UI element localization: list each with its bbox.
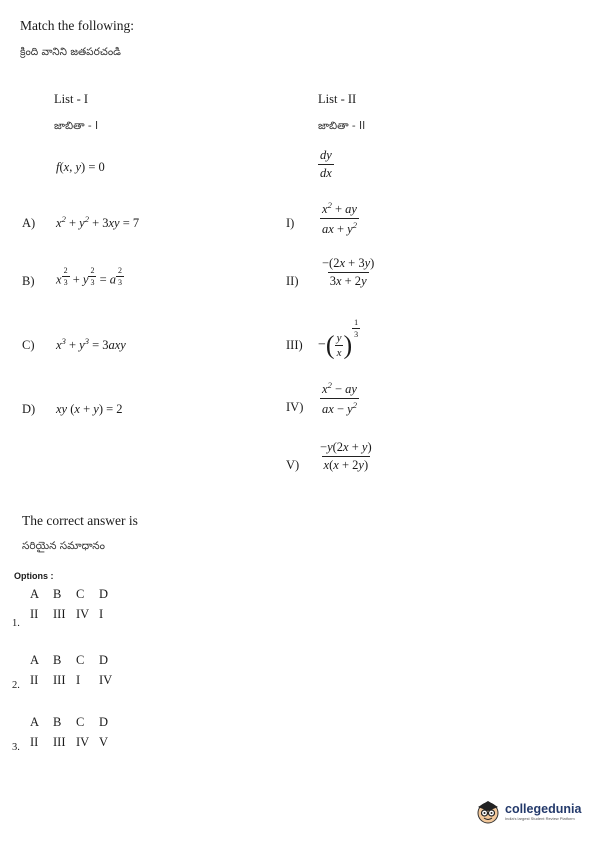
options-title: Options : <box>14 571 54 581</box>
option-val-b: III <box>53 734 66 749</box>
option-col-b: B <box>53 714 62 729</box>
list1-item-label: C) <box>22 338 35 352</box>
list2-item-expr: $\frac{x^2 + ay}{ax + y^2}$ <box>322 200 357 237</box>
student-mascot-icon <box>474 796 502 826</box>
option-col-d: D <box>99 652 109 667</box>
list1-item-label: D) <box>22 402 36 416</box>
option-val-a: II <box>30 672 39 687</box>
option-col-b: B <box>53 586 62 601</box>
option-col-d: D <box>99 586 109 601</box>
list2-item-label: II) <box>286 274 299 288</box>
list2-intro: $\frac{dy}{dx}$ <box>320 148 332 180</box>
list2-item-label: V) <box>286 458 300 472</box>
list2-item-expr: $\frac{-y(2x + y)}{x(x + 2y)}$ <box>320 440 372 472</box>
option-3-table[interactable] <box>30 712 122 752</box>
option-val-d: IV <box>99 672 113 687</box>
brand-logo <box>474 796 581 826</box>
option-col-a: A <box>30 714 40 729</box>
question-title-telugu: క్రింది వానిని జతపరచండి <box>20 46 121 58</box>
option-col-c: C <box>76 586 85 601</box>
option-1-table[interactable] <box>30 584 122 624</box>
list1-item-label: B) <box>22 274 35 288</box>
list1-item-expr: xy (x + y) = 2 <box>56 402 123 416</box>
option-col-c: C <box>76 714 85 729</box>
list1-item-expr: x $^{\frac{2}{3}}$ + y $^{\frac{2}{3}}$ = a $^{\frac{2}{3}}$ <box>56 266 122 287</box>
list2-item-label: IV) <box>286 400 304 414</box>
question-title: Match the following: <box>20 18 134 33</box>
option-val-a: II <box>30 606 39 621</box>
option-val-c: IV <box>76 734 90 749</box>
option-2-table[interactable] <box>30 650 122 690</box>
list2-item-expr: −( $\frac{y}{x}$ ) $^{\frac{1}{3}}$ <box>318 318 359 360</box>
option-1-number: 1. <box>12 618 20 629</box>
option-col-a: A <box>30 586 40 601</box>
option-val-b: III <box>53 672 66 687</box>
list1-item-expr: $x^2 + y^2 + 3xy = 7$ <box>56 214 140 231</box>
list2-item-expr: $\frac{-(2x + 3y)}{3x + 2y}$ <box>322 256 375 288</box>
answer-prompt-telugu: సరియైన సమాధానం <box>22 540 105 552</box>
option-col-b: B <box>53 652 62 667</box>
option-col-a: A <box>30 652 40 667</box>
option-val-c: I <box>76 672 81 687</box>
option-val-d: I <box>99 606 104 621</box>
list2-item-label: III) <box>286 338 303 352</box>
list2-header: List - II <box>318 92 357 106</box>
option-val-c: IV <box>76 606 90 621</box>
list1-item-expr: $x^3 + y^3 = 3axy$ <box>56 336 126 353</box>
list1-intro: f(x, y) = 0 <box>56 160 105 174</box>
option-2-number: 2. <box>12 680 20 691</box>
brand-tagline: India's largest Student Review Platform <box>505 815 575 821</box>
brand-name: collegedunia <box>505 801 582 816</box>
list1-header-telugu: జాబితా - I <box>54 120 99 132</box>
list2-header-telugu: జాబితా - II <box>318 120 366 132</box>
option-3-number: 3. <box>12 742 20 753</box>
option-col-d: D <box>99 714 109 729</box>
option-val-a: II <box>30 734 39 749</box>
option-val-d: V <box>99 734 109 749</box>
list1-header: List - I <box>54 92 89 106</box>
list2-item-label: I) <box>286 216 295 230</box>
answer-prompt: The correct answer is <box>22 513 138 528</box>
option-col-c: C <box>76 652 85 667</box>
option-val-b: III <box>53 606 66 621</box>
list1-item-label: A) <box>22 216 36 230</box>
list2-item-expr: $\frac{x^2 - ay}{ax - y^2}$ <box>322 380 357 417</box>
